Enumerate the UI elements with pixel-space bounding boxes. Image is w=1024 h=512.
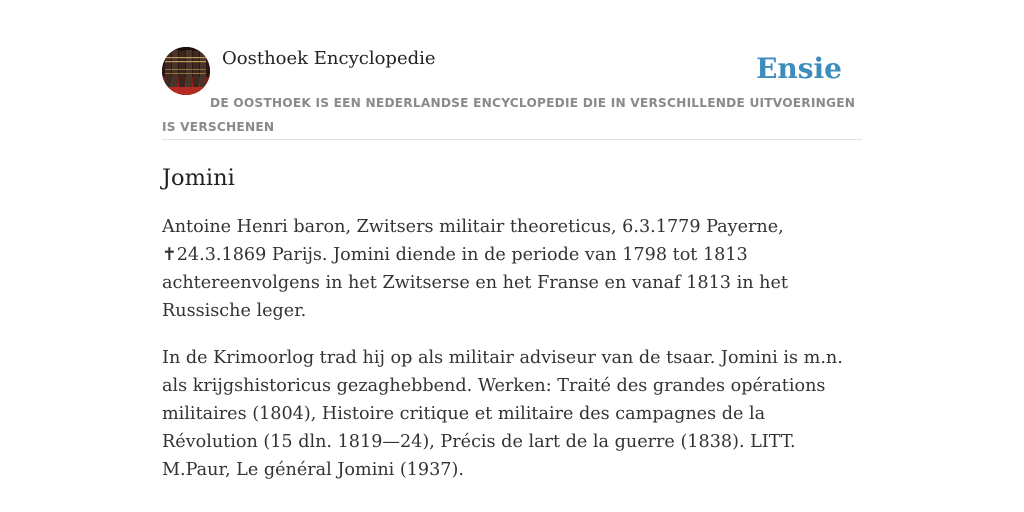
source-header [162,46,862,140]
article-paragraph: Antoine Henri baron, Zwitsers militair theoreticus, 6.3.1779 Payerne, ✝24.3.1869 Parijs. Jomini diende in de periode van 1798 tot 1813 achtereenvolgens in het Zwitserse en het Franse en vanaf 1813 in het Russische leger. [162,217,788,321]
source-name-link[interactable]: Oosthoek Encyclopedie [222,48,436,69]
book-spines-icon[interactable] [162,47,210,95]
article-paragraph: In de Krimoorlog trad hij op als militair adviseur van de tsaar. Jomini is m.n. als krijgshistoricus gezaghebbend. Werken: Traité des grandes opérations militaires (1804), Histoire critique et militaire des campagnes de la Révolution (15 dln. 1819—24), Précis de lart de la guerre (1838). LITT. M.Paur, Le général Jomini (1937). [162,348,843,480]
source-tagline: DE OOSTHOEK IS EEN NEDERLANDSE ENCYCLOPEDIE DIE IN VERSCHILLENDE UITVOERINGEN IS VERSCHENEN [162,96,856,134]
ensie-logo-link[interactable]: Ensie [756,52,842,85]
article-card [162,46,862,484]
article-title: Jomini [162,165,235,191]
